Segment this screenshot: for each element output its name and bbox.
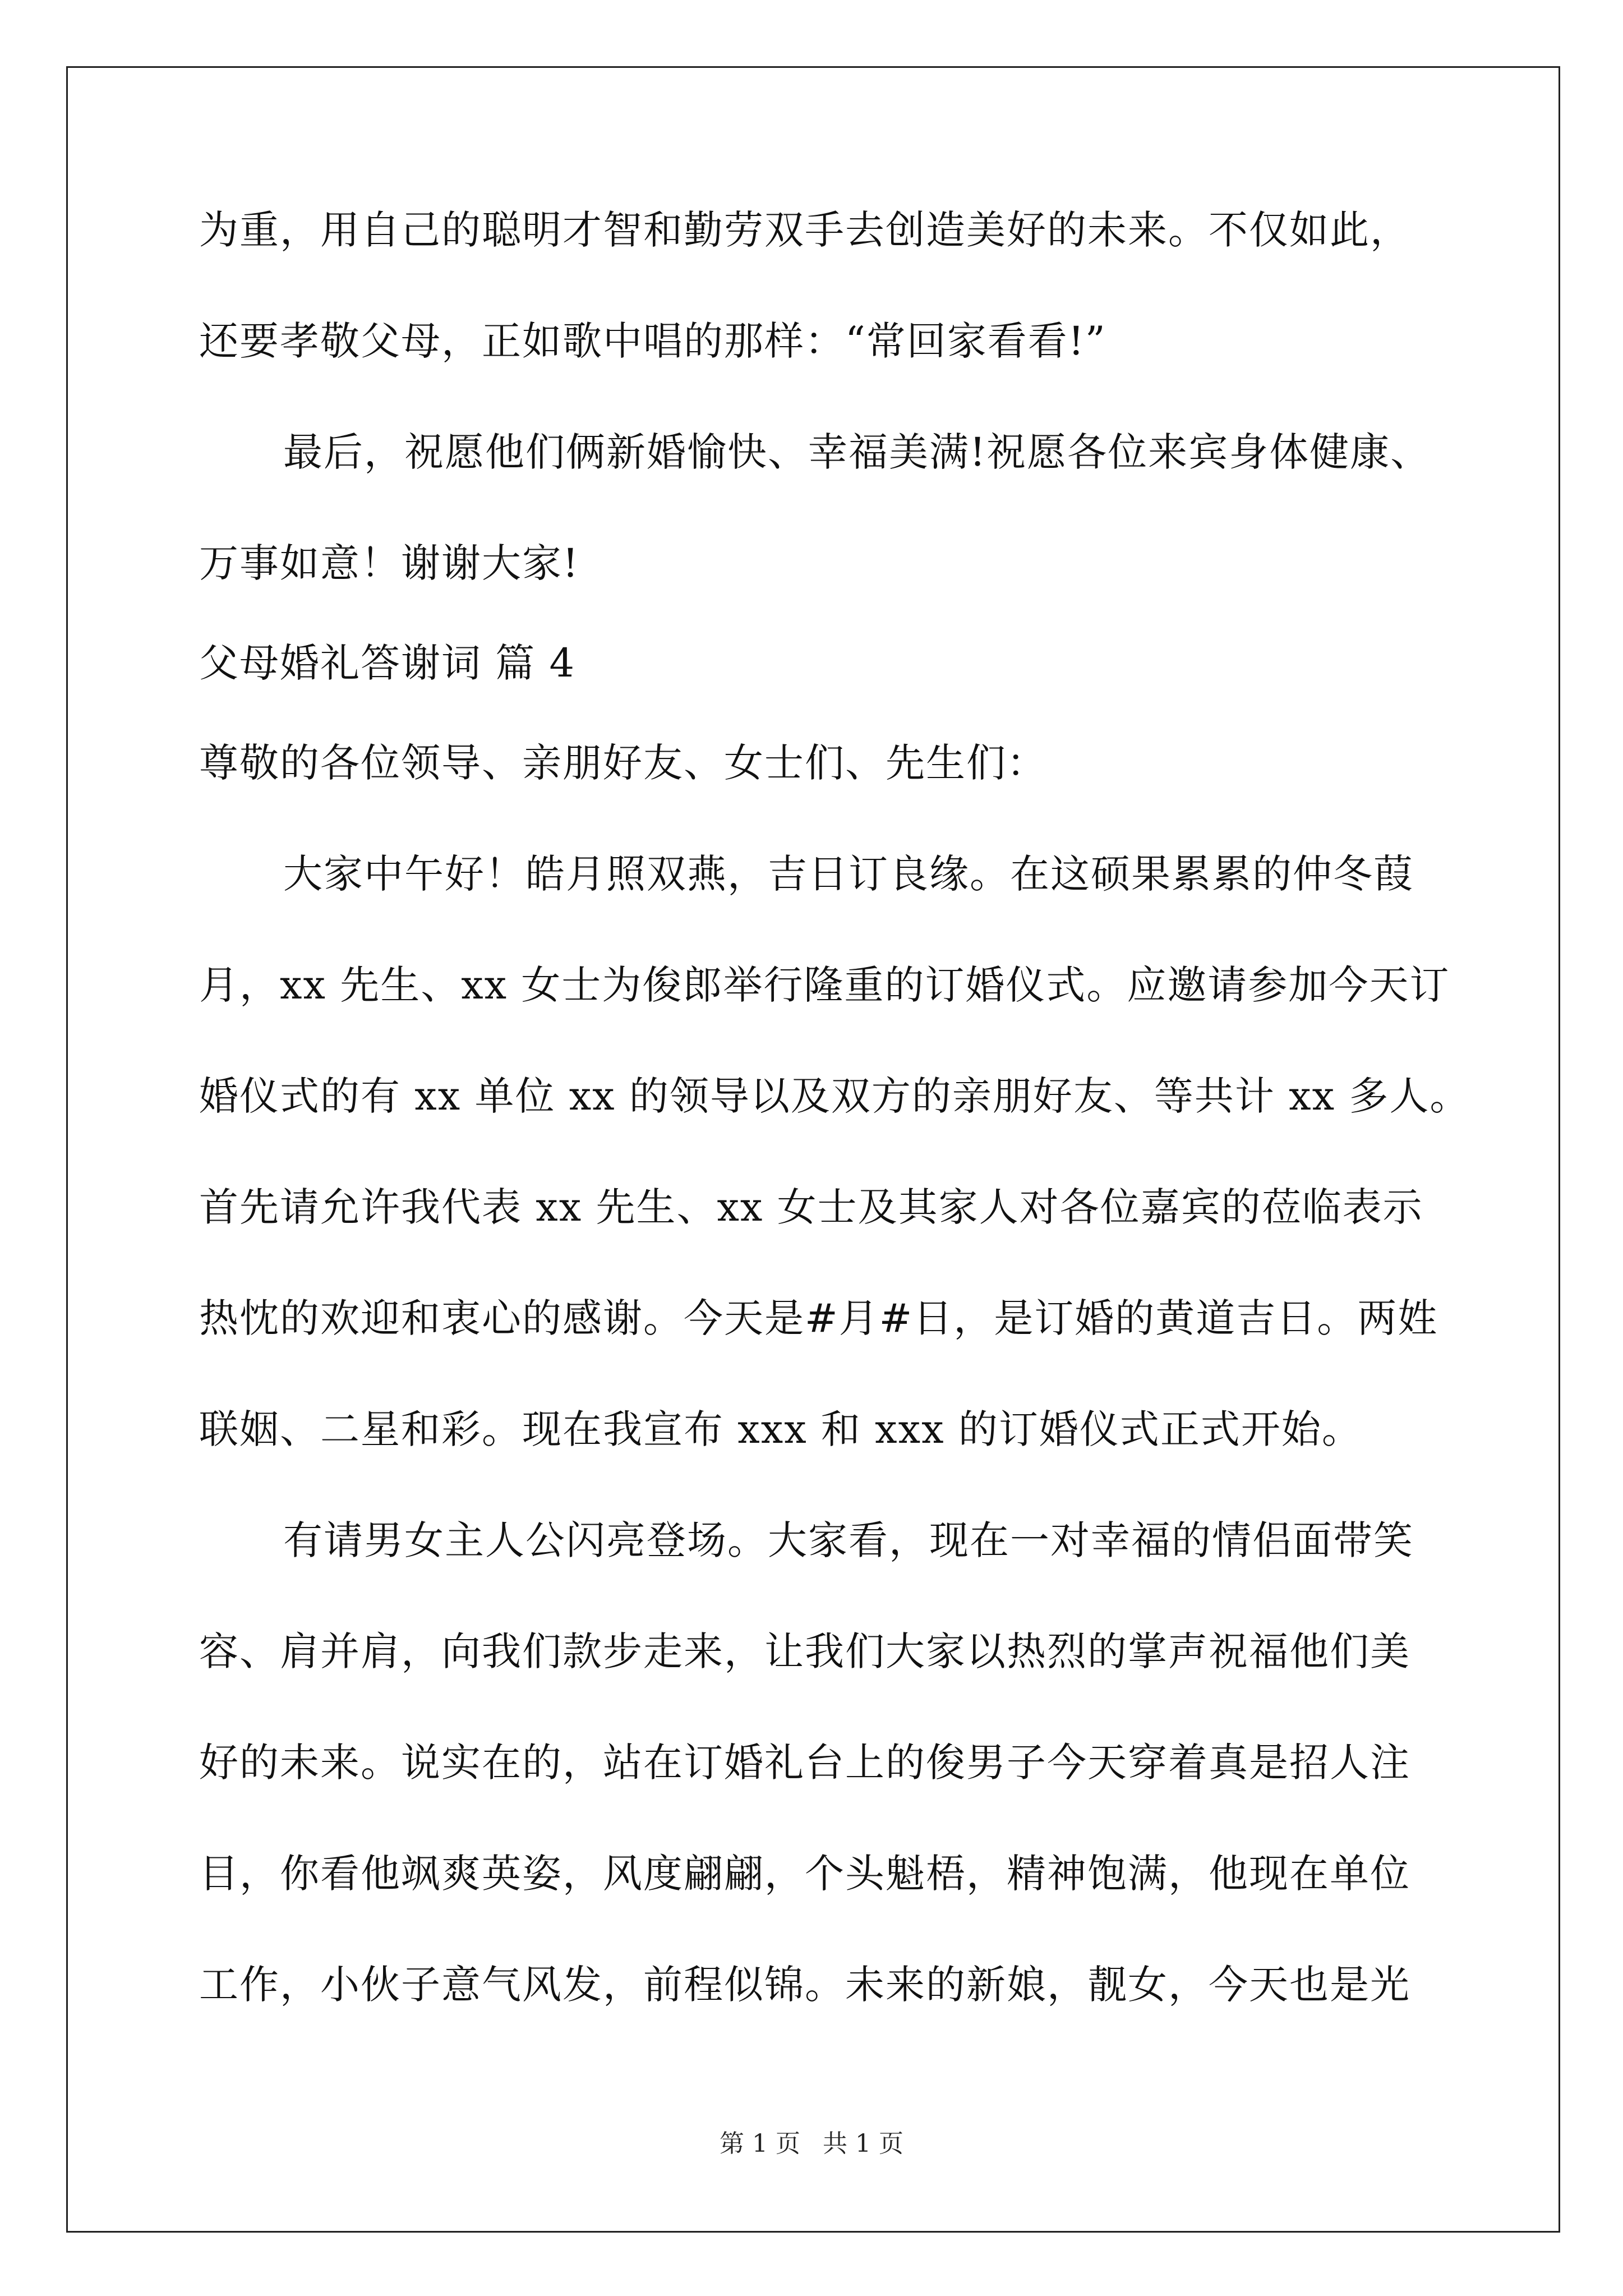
text-line: 大家中午好！皓月照双燕，吉日订良缘。在这硕果累累的仲冬葭: [283, 851, 1414, 897]
text-line: 最后，祝愿他们俩新婚愉快、幸福美满!祝愿各位来宾身体健康、: [283, 429, 1431, 475]
text-line: 婚仪式的有 xx 单位 xx 的领导以及双方的亲朋好友、等共计 xx 多人。: [199, 1073, 1470, 1119]
text-line: 还要孝敬父母，正如歌中唱的那样：“常回家看看!”: [199, 318, 1106, 364]
page-number: 第 1 页: [720, 2129, 800, 2158]
text-line: 好的未来。说实在的，站在订婚礼台上的俊男子今天穿着真是招人注: [199, 1740, 1410, 1786]
text-line: 万事如意！谢谢大家!: [199, 540, 580, 586]
text-line: 热忱的欢迎和衷心的感谢。今天是#月#日，是订婚的黄道吉日。两姓: [199, 1295, 1438, 1341]
text-line: 首先请允许我代表 xx 先生、xx 女士及其家人对各位嘉宾的莅临表示: [199, 1184, 1423, 1230]
text-line: 月，xx 先生、xx 女士为俊郎举行隆重的订婚仪式。应邀请参加今天订: [199, 962, 1450, 1008]
salutation: 尊敬的各位领导、亲朋好友、女士们、先生们：: [199, 740, 1047, 786]
page-footer: [0, 2127, 1623, 2161]
document-body: [199, 202, 1470, 2013]
text-line: 为重，用自己的聪明才智和勤劳双手去创造美好的未来。不仅如此，: [199, 207, 1410, 253]
text-line: 工作，小伙子意气风发，前程似锦。未来的新娘，靓女，今天也是光: [199, 1962, 1410, 2008]
text-line: 目，你看他飒爽英姿，风度翩翩，个头魁梧，精神饱满，他现在单位: [199, 1851, 1410, 1897]
section-title: 父母婚礼答谢词 篇 4: [199, 640, 576, 686]
text-line: 有请男女主人公闪亮登场。大家看，现在一对幸福的情侣面带笑: [283, 1517, 1414, 1563]
text-line: 联姻、二星和彩。现在我宣布 xxx 和 xxx 的订婚仪式正式开始。: [199, 1406, 1362, 1452]
text-line: 容、肩并肩，向我们款步走来，让我们大家以热烈的掌声祝福他们美: [199, 1628, 1410, 1674]
page-total: 共 1 页: [823, 2129, 903, 2158]
